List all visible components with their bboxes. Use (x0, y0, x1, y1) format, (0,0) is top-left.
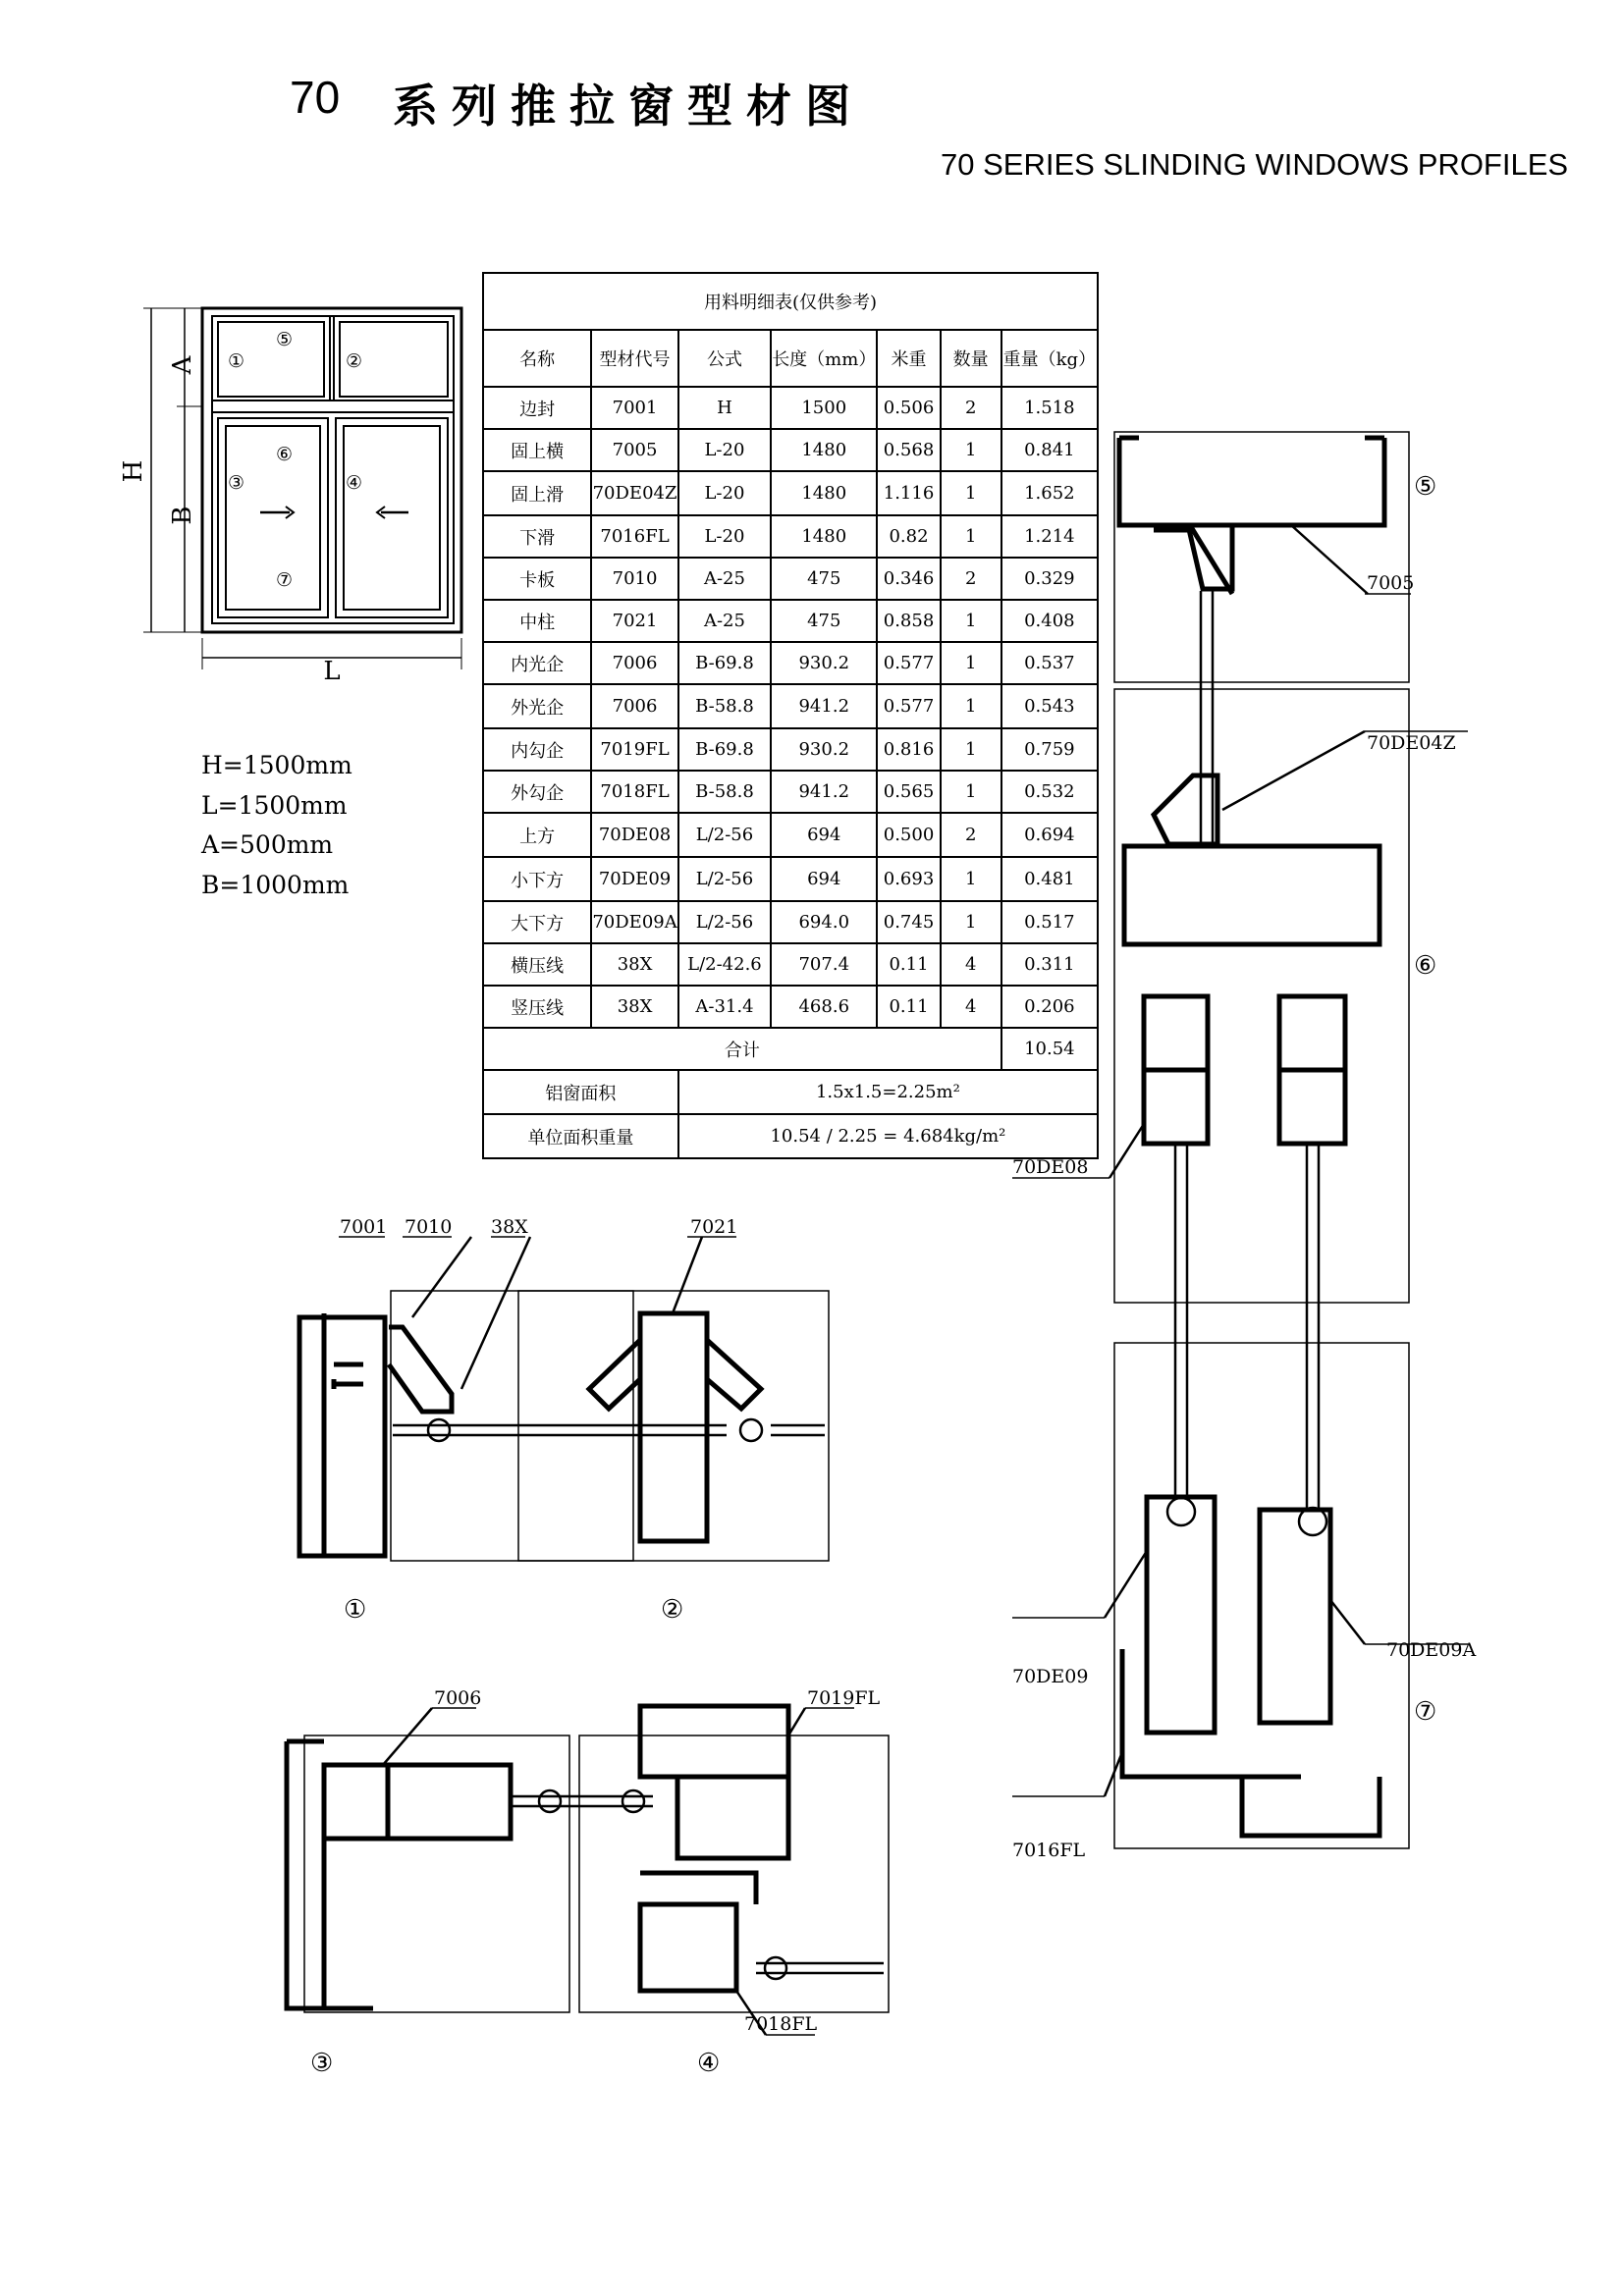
label-7019fl: 7019FL (807, 1687, 881, 1709)
cell-formula: B-69.8 (678, 642, 771, 684)
cell-quantity: 1 (941, 642, 1001, 684)
cell-name: 中柱 (483, 600, 591, 642)
marker-4: ④ (346, 472, 363, 494)
title-series-number: 70 (290, 72, 341, 123)
window-elevation-diagram (108, 285, 481, 697)
cell-profile-code: 70DE08 (591, 813, 678, 857)
title-english: 70 SERIES SLINDING WINDOWS PROFILES (941, 147, 1569, 182)
cell-formula: A-25 (678, 558, 771, 600)
caption-section-3: ③ (310, 2049, 334, 2078)
cell-length: 930.2 (771, 642, 877, 684)
cell-length: 694 (771, 857, 877, 901)
dimension-a: A=500mm (201, 830, 334, 859)
cell-weight: 0.408 (1001, 600, 1098, 642)
cell-formula: L/2-56 (678, 857, 771, 901)
section-3-4-diagram (265, 1686, 893, 2079)
cell-formula: L-20 (678, 515, 771, 558)
cell-profile-code: 70DE04Z (591, 471, 678, 515)
cell-profile-code: 7018FL (591, 771, 678, 813)
label-7018fl: 7018FL (744, 2013, 818, 2035)
label-70de08: 70DE08 (1012, 1156, 1089, 1178)
cell-meter-weight: 1.116 (877, 471, 940, 515)
cell-weight: 0.329 (1001, 558, 1098, 600)
cell-name: 固上滑 (483, 471, 591, 515)
cell-formula: B-58.8 (678, 771, 771, 813)
cell-meter-weight: 0.500 (877, 813, 940, 857)
cell-quantity: 2 (941, 558, 1001, 600)
total-label: 合计 (483, 1028, 1001, 1070)
cell-formula: L/2-56 (678, 901, 771, 943)
title-chinese: 系列推拉窗型材图 (393, 80, 864, 133)
cell-quantity: 2 (941, 387, 1001, 429)
header-profile-code: 型材代号 (591, 330, 678, 387)
cell-length: 694.0 (771, 901, 877, 943)
cell-name: 大下方 (483, 901, 591, 943)
cell-weight: 1.214 (1001, 515, 1098, 558)
cell-formula: B-58.8 (678, 684, 771, 728)
cell-length: 1480 (771, 429, 877, 471)
dim-label-l: L (323, 657, 341, 686)
dim-label-a: A (168, 355, 197, 375)
total-value: 10.54 (1001, 1028, 1098, 1070)
section-1-2-diagram (265, 1217, 854, 1639)
cell-quantity: 1 (941, 684, 1001, 728)
label-7010: 7010 (405, 1217, 453, 1238)
cell-length: 694 (771, 813, 877, 857)
cell-quantity: 4 (941, 943, 1001, 986)
dimension-h: H=1500mm (201, 751, 352, 779)
vertical-section-diagram (1006, 422, 1517, 1875)
cell-meter-weight: 0.568 (877, 429, 940, 471)
marker-section-6: ⑥ (1414, 951, 1437, 981)
cell-quantity: 2 (941, 813, 1001, 857)
caption-section-2: ② (661, 1595, 684, 1625)
cell-length: 941.2 (771, 684, 877, 728)
cell-weight: 0.206 (1001, 986, 1098, 1028)
area-value: 1.5x1.5=2.25m² (678, 1070, 1098, 1114)
cell-meter-weight: 0.346 (877, 558, 940, 600)
cell-quantity: 1 (941, 600, 1001, 642)
marker-7: ⑦ (276, 569, 294, 591)
label-7021: 7021 (690, 1217, 738, 1238)
cell-profile-code: 7001 (591, 387, 678, 429)
cell-formula: B-69.8 (678, 728, 771, 771)
cell-weight: 0.841 (1001, 429, 1098, 471)
area-label: 铝窗面积 (483, 1070, 678, 1114)
header-weight: 重量（kg） (1001, 330, 1098, 387)
header-quantity: 数量 (941, 330, 1001, 387)
cell-meter-weight: 0.858 (877, 600, 940, 642)
cell-profile-code: 38X (591, 943, 678, 986)
marker-3: ③ (228, 472, 245, 494)
cell-formula: L/2-42.6 (678, 943, 771, 986)
cell-length: 475 (771, 558, 877, 600)
cell-weight: 0.543 (1001, 684, 1098, 728)
cell-weight: 0.694 (1001, 813, 1098, 857)
unit-weight-label: 单位面积重量 (483, 1114, 678, 1158)
label-7006: 7006 (434, 1687, 482, 1709)
cell-name: 下滑 (483, 515, 591, 558)
header-length: 长度（mm） (771, 330, 877, 387)
cell-profile-code: 70DE09A (591, 901, 678, 943)
cell-name: 固上横 (483, 429, 591, 471)
cell-meter-weight: 0.506 (877, 387, 940, 429)
cell-weight: 0.537 (1001, 642, 1098, 684)
cell-meter-weight: 0.577 (877, 684, 940, 728)
marker-2: ② (346, 350, 363, 372)
cell-quantity: 1 (941, 429, 1001, 471)
cell-quantity: 1 (941, 515, 1001, 558)
dim-label-h: H (119, 459, 148, 483)
cell-profile-code: 7005 (591, 429, 678, 471)
cell-formula: A-25 (678, 600, 771, 642)
cell-weight: 0.759 (1001, 728, 1098, 771)
label-7016fl: 7016FL (1012, 1840, 1086, 1861)
cell-length: 1480 (771, 471, 877, 515)
cell-meter-weight: 0.816 (877, 728, 940, 771)
cell-meter-weight: 0.745 (877, 901, 940, 943)
cell-length: 930.2 (771, 728, 877, 771)
cell-profile-code: 7016FL (591, 515, 678, 558)
cell-weight: 0.517 (1001, 901, 1098, 943)
cell-name: 内光企 (483, 642, 591, 684)
cell-meter-weight: 0.11 (877, 986, 940, 1028)
cell-length: 707.4 (771, 943, 877, 986)
cell-meter-weight: 0.565 (877, 771, 940, 813)
cell-length: 468.6 (771, 986, 877, 1028)
cell-quantity: 1 (941, 771, 1001, 813)
cell-weight: 0.481 (1001, 857, 1098, 901)
cell-weight: 1.518 (1001, 387, 1098, 429)
dim-label-b: B (168, 506, 197, 525)
cell-weight: 0.311 (1001, 943, 1098, 986)
cell-length: 941.2 (771, 771, 877, 813)
cell-weight: 0.532 (1001, 771, 1098, 813)
marker-section-7: ⑦ (1414, 1697, 1437, 1727)
cell-quantity: 1 (941, 901, 1001, 943)
cell-formula: H (678, 387, 771, 429)
cell-meter-weight: 0.11 (877, 943, 940, 986)
header-name: 名称 (483, 330, 591, 387)
cell-name: 卡板 (483, 558, 591, 600)
cell-profile-code: 7006 (591, 642, 678, 684)
cell-profile-code: 7019FL (591, 728, 678, 771)
cell-profile-code: 7006 (591, 684, 678, 728)
cell-name: 边封 (483, 387, 591, 429)
label-70de09a: 70DE09A (1386, 1639, 1477, 1661)
cell-name: 竖压线 (483, 986, 591, 1028)
table-title: 用料明细表(仅供参考) (483, 273, 1098, 330)
cell-quantity: 4 (941, 986, 1001, 1028)
marker-section-5: ⑤ (1414, 472, 1437, 502)
cell-quantity: 1 (941, 728, 1001, 771)
caption-section-1: ① (344, 1595, 367, 1625)
cell-profile-code: 70DE09 (591, 857, 678, 901)
cell-length: 475 (771, 600, 877, 642)
cell-quantity: 1 (941, 857, 1001, 901)
marker-1: ① (228, 350, 245, 372)
cell-name: 外光企 (483, 684, 591, 728)
unit-weight-value: 10.54 / 2.25 = 4.684kg/m² (678, 1114, 1098, 1158)
label-7005: 7005 (1367, 572, 1415, 594)
marker-6: ⑥ (276, 444, 294, 465)
cell-name: 横压线 (483, 943, 591, 986)
cell-formula: A-31.4 (678, 986, 771, 1028)
label-70de04z: 70DE04Z (1367, 732, 1456, 754)
label-7001: 7001 (340, 1217, 388, 1238)
cell-formula: L/2-56 (678, 813, 771, 857)
cell-formula: L-20 (678, 429, 771, 471)
cell-meter-weight: 0.693 (877, 857, 940, 901)
label-70de09: 70DE09 (1012, 1666, 1089, 1687)
cell-meter-weight: 0.82 (877, 515, 940, 558)
cell-profile-code: 7021 (591, 600, 678, 642)
cell-length: 1480 (771, 515, 877, 558)
cell-name: 小下方 (483, 857, 591, 901)
marker-5: ⑤ (276, 329, 294, 350)
cell-weight: 1.652 (1001, 471, 1098, 515)
header-meter-weight: 米重 (877, 330, 940, 387)
cell-profile-code: 38X (591, 986, 678, 1028)
label-38x: 38X (491, 1217, 528, 1238)
caption-section-4: ④ (697, 2049, 721, 2078)
cell-profile-code: 7010 (591, 558, 678, 600)
cell-name: 外勾企 (483, 771, 591, 813)
cell-name: 上方 (483, 813, 591, 857)
cell-meter-weight: 0.577 (877, 642, 940, 684)
cell-formula: L-20 (678, 471, 771, 515)
cell-quantity: 1 (941, 471, 1001, 515)
dimension-l: L=1500mm (201, 791, 348, 820)
dimension-b: B=1000mm (201, 871, 350, 899)
header-formula: 公式 (678, 330, 771, 387)
cell-length: 1500 (771, 387, 877, 429)
cell-name: 内勾企 (483, 728, 591, 771)
